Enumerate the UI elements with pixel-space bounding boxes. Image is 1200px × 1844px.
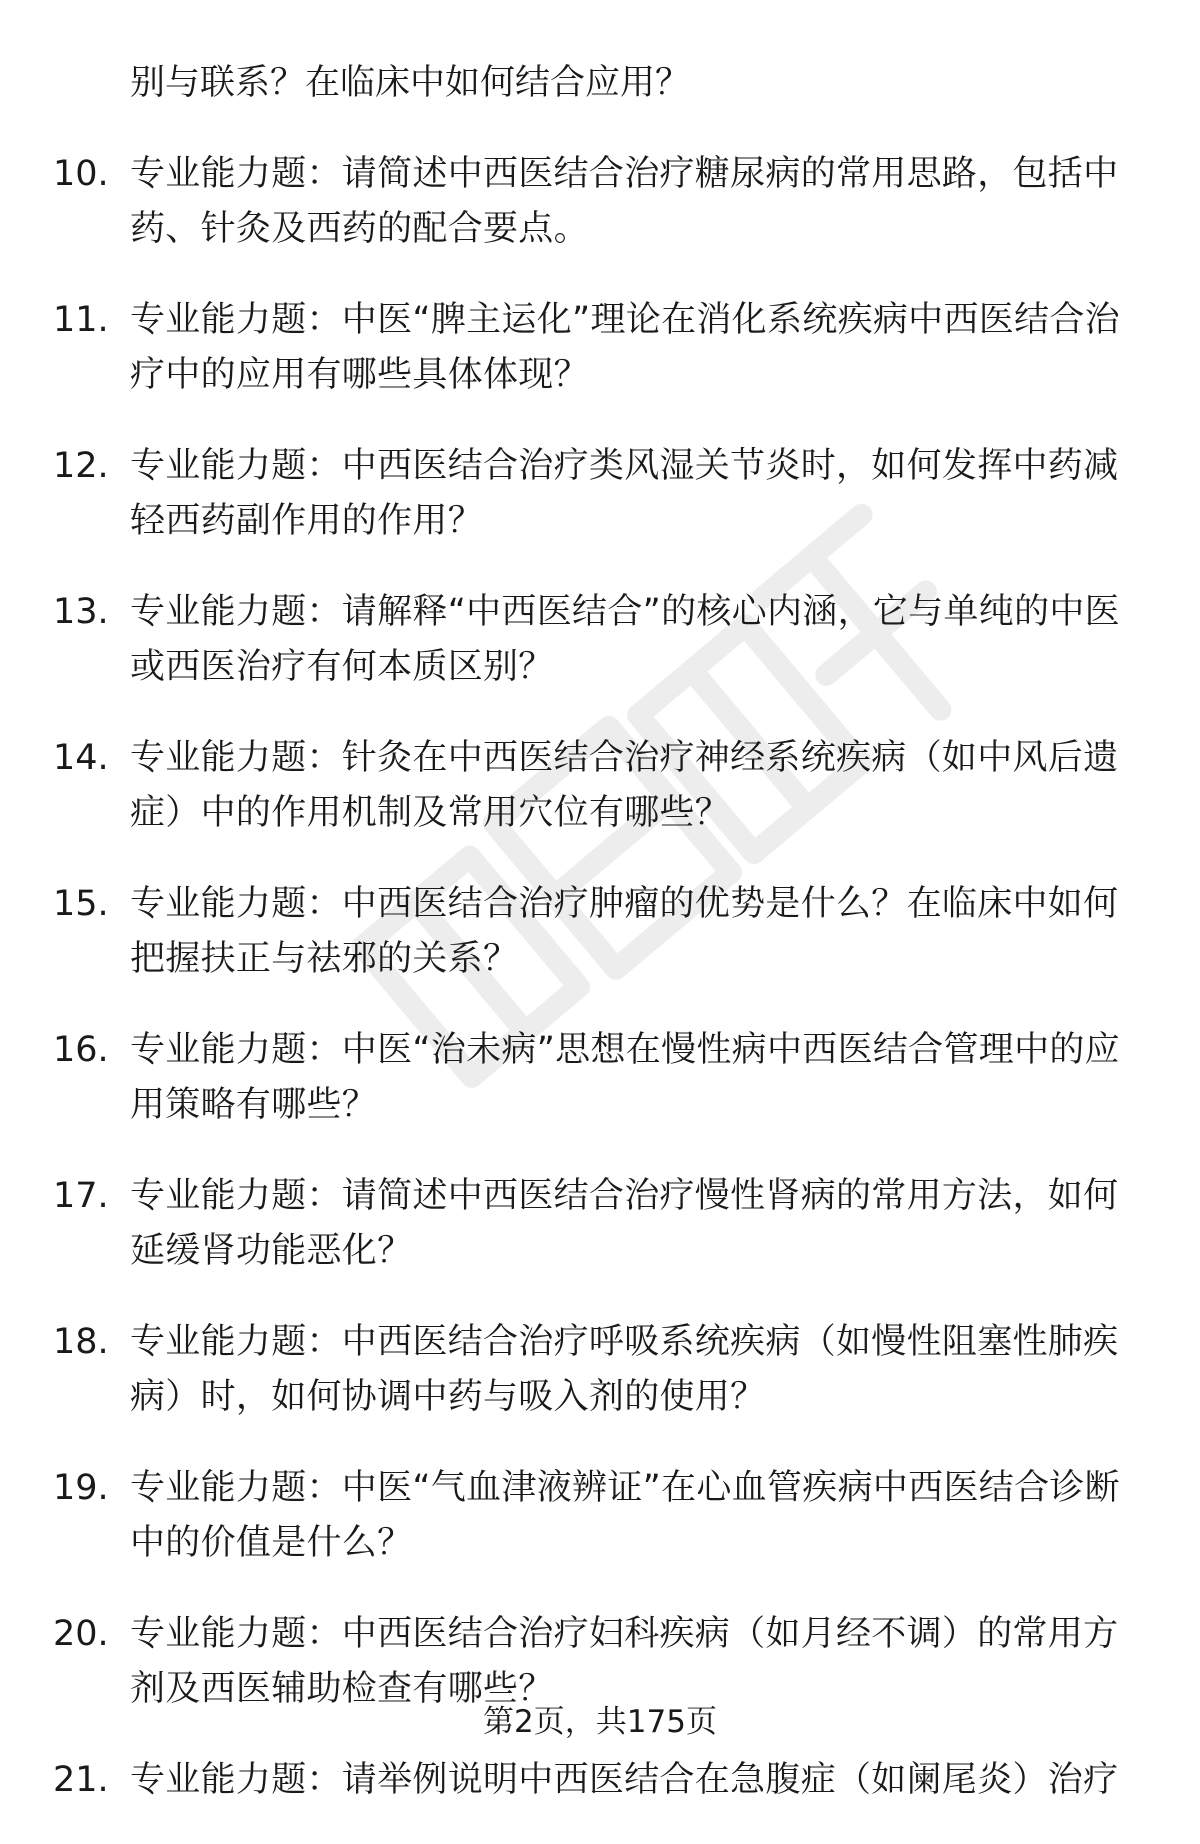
question-text: 专业能力题：请解释“中西医结合”的核心内涵，它与单纯的中医或西医治疗有何本质区别？	[130, 592, 1120, 687]
question-item	[0, 1169, 1200, 1279]
question-item	[0, 1607, 1200, 1717]
question-number: 15.	[53, 884, 109, 924]
question-text: 专业能力题：请简述中西医结合治疗慢性肾病的常用方法，如何延缓肾功能恶化？	[130, 1176, 1119, 1271]
question-number: 10.	[53, 154, 109, 194]
question-item	[0, 1461, 1200, 1571]
question-number: 16.	[53, 1030, 109, 1070]
question-list	[0, 60, 1200, 1844]
question-text: 专业能力题：中西医结合治疗妇科疾病（如月经不调）的常用方剂及西医辅助检查有哪些？	[130, 1614, 1119, 1709]
question-number: 20.	[53, 1614, 109, 1654]
page-footer: 第2页，共175页	[483, 1704, 717, 1740]
question-item	[0, 147, 1200, 257]
question-text: 专业能力题：请简述中西医结合治疗糖尿病的常用思路，包括中药、针灸及西药的配合要点。	[130, 154, 1119, 249]
question-number: 12.	[53, 446, 109, 486]
question-text: 专业能力题：请举例说明中西医结合在急腹症（如阑尾炎）治疗	[130, 1760, 1119, 1800]
question-number: 13.	[53, 592, 109, 632]
question-item	[0, 1315, 1200, 1425]
question-item	[0, 731, 1200, 841]
question-item	[0, 439, 1200, 549]
question-item	[0, 1753, 1200, 1808]
question-text: 专业能力题：中医“治未病”思想在慢性病中西医结合管理中的应用策略有哪些？	[130, 1030, 1120, 1125]
question-number: 21.	[53, 1760, 109, 1800]
question-number: 14.	[53, 738, 109, 778]
continued-text: 别与联系？在临床中如何结合应用？	[130, 63, 691, 103]
question-number: 19.	[53, 1468, 109, 1508]
question-item	[0, 293, 1200, 403]
question-number: 17.	[53, 1176, 109, 1216]
question-number: 18.	[53, 1322, 109, 1362]
question-item	[0, 585, 1200, 695]
question-text: 专业能力题：中西医结合治疗肿瘤的优势是什么？在临床中如何把握扶正与祛邪的关系？	[130, 884, 1119, 979]
question-number: 11.	[53, 300, 109, 340]
question-text: 专业能力题：中西医结合治疗类风湿关节炎时，如何发挥中药减轻西药副作用的作用？	[130, 446, 1119, 541]
question-item	[0, 877, 1200, 987]
question-text: 专业能力题：针灸在中西医结合治疗神经系统疾病（如中风后遗症）中的作用机制及常用穴位有哪些？	[130, 738, 1119, 833]
question-item	[0, 1023, 1200, 1133]
question-text: 专业能力题：中医“气血津液辨证”在心血管疾病中西医结合诊断中的价值是什么？	[130, 1468, 1120, 1563]
question-text: 专业能力题：中西医结合治疗呼吸系统疾病（如慢性阻塞性肺疾病）时，如何协调中药与吸入剂的使用？	[130, 1322, 1119, 1417]
question-text: 专业能力题：中医“脾主运化”理论在消化系统疾病中西医结合治疗中的应用有哪些具体体现？	[130, 300, 1120, 395]
